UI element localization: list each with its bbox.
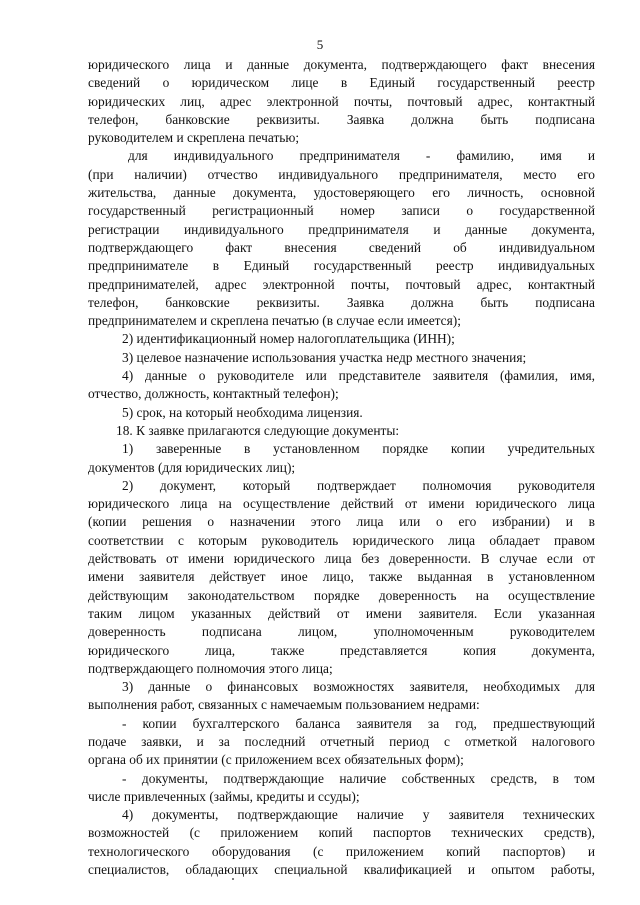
text-line: 3) данные о финансовых возможностях заявителя, необходимых для (122, 679, 595, 695)
text-line: 2) идентификационный номер налогоплательщика (ИНН); (122, 331, 455, 347)
text-line: 2) документ, который подтверждает полномочия руководителя (122, 477, 595, 493)
text-line: имени заявителя действует иное лицо, также выданная в установленном (88, 569, 595, 585)
text-line: документов (для юридических лиц); (88, 459, 296, 475)
text-line: 5) срок, на который необходима лицензия. (122, 404, 363, 420)
text-line: - документы, подтверждающие наличие собственных средств, в том (122, 770, 595, 786)
text-line: для индивидуального предпринимателя - фамилию, имя и (128, 148, 595, 164)
text-line: юридического лица, также представляется копия документа, (88, 642, 595, 658)
text-line: жительства, данные документа, удостоверяющего его личность, основной (88, 185, 595, 201)
text-line: подтверждающего факт внесения сведений об индивидуальном (88, 239, 595, 255)
text-line: государственный регистрационный номер записи о государственной (88, 203, 595, 219)
text-line: 4) данные о руководителе или представителе заявителя (фамилия, имя, (122, 368, 595, 384)
text-line: - копии бухгалтерского баланса заявителя за год, предшествующий (122, 715, 595, 731)
text-line: руководителем и скреплена печатью; (88, 130, 300, 146)
text-line: (копии решения о назначении этого лица или о его избрании) и в (88, 514, 595, 530)
scan-speck (232, 878, 234, 880)
text-line: действовать от имени юридического лица без доверенности. В случае если от (88, 551, 595, 567)
text-line: действующим законодательством порядке доверенность на осуществление (88, 587, 595, 603)
text-line: соответствии с которым руководитель юридического лица обладает правом (88, 532, 595, 548)
text-line: регистрации индивидуального предпринимателя и данные документа, (88, 221, 595, 237)
text-line: отчество, должность, контактный телефон); (88, 386, 339, 402)
text-line: технологического оборудования (с приложением копий паспортов) и (88, 843, 595, 859)
text-line: 3) целевое назначение использования участка недр местного значения; (122, 349, 527, 365)
text-line: предпринимателе в Единый государственный реестр индивидуальных (88, 258, 595, 274)
text-line: доверенность подписана лицом, уполномоченным руководителем (88, 624, 595, 640)
text-line: телефон, банковские реквизиты. Заявка должна быть подписана (88, 111, 595, 127)
text-line: (при наличии) отчество индивидуального предпринимателя, место его (88, 166, 595, 182)
text-line: подаче заявки, и за последний отчетный период с отметкой налогового (88, 733, 595, 749)
text-line: 1) заверенные в установленном порядке копии учредительных (122, 441, 595, 457)
text-line: юридических лиц, адрес электронной почты, почтовый адрес, контактный (88, 93, 595, 109)
text-line: юридического лица и данные документа, подтверждающего факт внесения (88, 57, 595, 72)
text-line: 4) документы, подтверждающие наличие у заявителя технических (122, 807, 595, 823)
text-line: сведений о юридическом лице в Единый государственный реестр (88, 75, 595, 91)
text-line: юридического лица на осуществление действий от имени юридического лица (88, 496, 595, 512)
text-line: органа об их принятии (с приложением всех обязательных форм); (88, 752, 464, 768)
text-line: возможностей (с приложением копий паспортов технических средств), (88, 825, 595, 841)
text-line: предпринимателем и скреплена печатью (в случае если имеется); (88, 313, 461, 329)
text-line: предпринимателей, адрес электронной почты, почтовый адрес, контактный (88, 276, 595, 292)
text-line: телефон, банковские реквизиты. Заявка должна быть подписана (88, 294, 595, 310)
text-line: таким лицом указанных действий от имени заявителя. Если указанная (88, 605, 595, 621)
text-line: выполнения работ, связанных с намечаемым пользованием недрами: (88, 697, 480, 713)
page-number: 5 (316, 37, 324, 52)
text-line: 18. К заявке прилагаются следующие документы: (116, 422, 400, 438)
text-line: подтверждающего полномочия этого лица; (88, 660, 333, 676)
text-line: специалистов, обладающих специальной квалификацией и опытом работы, (88, 862, 595, 878)
text-line: числе привлеченных (займы, кредиты и ссуды); (88, 788, 360, 804)
document-body (88, 56, 595, 879)
